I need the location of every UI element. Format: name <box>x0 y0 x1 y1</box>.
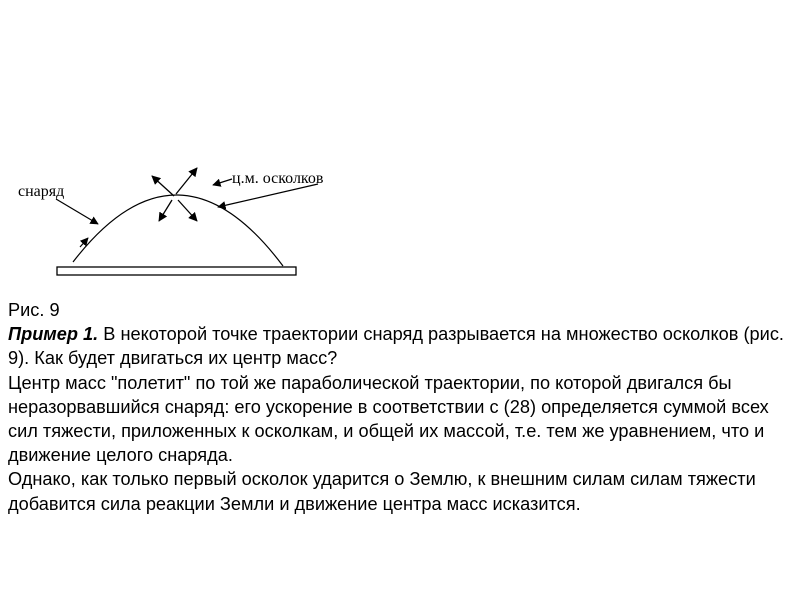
fragment-arrow <box>176 168 197 194</box>
trajectory-curve <box>73 195 283 266</box>
example-lead: Пример 1. <box>8 324 99 345</box>
explanation-paragraph-1: Центр масс "полетит" по той же параболической траектории, по которой двигался бы неразорвавшийся снаряд: его ускорение в соответствии с (28) определяется суммой всех сил тяжести, приложенных к осколкам, и общей их массой, т.е. тем же уравнением, что и движение целого снаряда. <box>8 372 769 466</box>
fragment-arrow <box>178 200 197 221</box>
explanation-paragraph-2: Однако, как только первый осколок ударится о Землю, к внешним силам силам тяжести добавится сила реакции Земли и движение центра масс исказится. <box>8 469 756 514</box>
fragment-arrow <box>152 176 174 196</box>
label-projectile: снаряд <box>18 183 65 200</box>
figure-caption: Рис. 9 <box>8 300 60 320</box>
example-body: В некоторой точке траектории снаряд разрывается на множество осколков (рис. 9). Как будет двигаться их центр масс? <box>8 324 784 369</box>
text-block <box>8 298 798 516</box>
center-of-mass-pointer-1 <box>213 179 232 185</box>
example-paragraph <box>8 322 798 370</box>
projectile-pointer <box>56 199 98 224</box>
label-center-of-mass: ц.м. осколков <box>232 170 324 187</box>
ground-surface <box>57 267 296 275</box>
center-of-mass-pointer-2 <box>218 184 318 207</box>
trajectory-figure <box>0 0 800 290</box>
fragment-arrow <box>159 200 172 221</box>
